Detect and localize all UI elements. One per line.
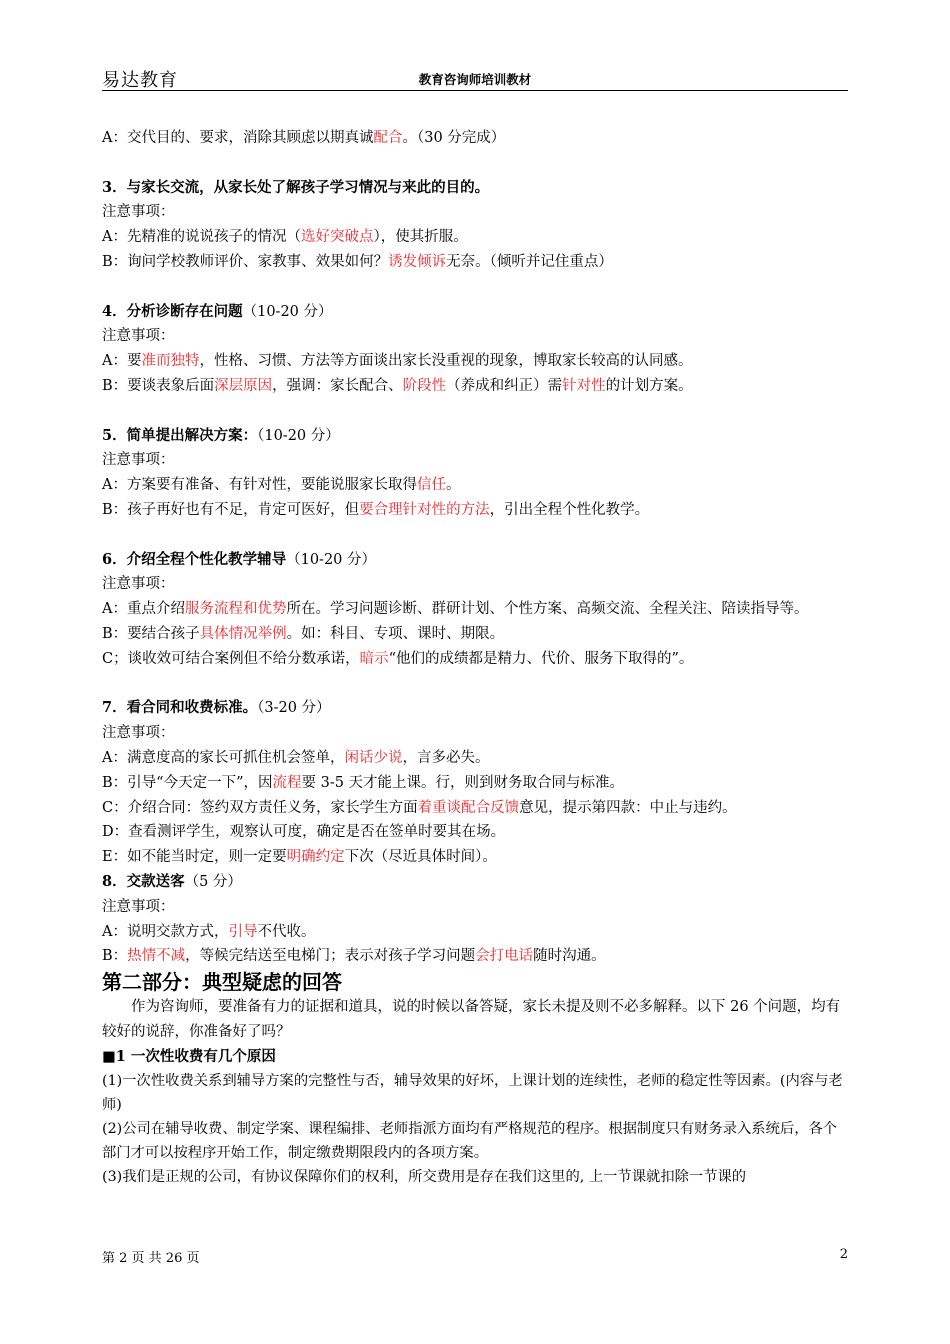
s3-item-a: A：先精准的说说孩子的情况（选好突破点），使其折服。 xyxy=(102,229,468,246)
s8-item-a: A：说明交款方式，引导不代收。 xyxy=(102,923,316,940)
question-1-title: ■1 一次性收费有几个原因 xyxy=(102,1047,276,1065)
question-1-para-3: (3)我们是正规的公司，有协议保障你们的权利，所交费用是存在我们这里的, 上一节课就扣除一节课的 xyxy=(102,1169,747,1186)
s6-item-a: A：重点介绍服务流程和优势所在。学习问题诊断、群研计划、个性方案、高频交流、全程关注、陪读指导等。 xyxy=(102,601,809,618)
section-4-note: 注意事项： xyxy=(102,328,175,345)
section-4-heading: 4．分析诊断存在问题（10-20 分） xyxy=(102,302,333,320)
s7-item-b: B：引导“今天定一下”，因流程要 3-5 天才能上课。行，则到财务取合同与标准。 xyxy=(102,774,625,791)
s5-item-b: B：孩子再好也有不足，肯定可医好，但要合理针对性的方法，引出全程个性化教学。 xyxy=(102,501,650,518)
s2-item-a: A：交代目的、要求，消除其顾虑以期真诚配合。（30 分完成） xyxy=(102,130,506,146)
section-7-note: 注意事项： xyxy=(102,725,175,742)
page-count-label: 第 2 页 共 26 页 xyxy=(102,1251,200,1266)
header-title: 教育咨询师培训教材 xyxy=(418,72,532,87)
section-5-heading: 5．简单提出解决方案：（10-20 分） xyxy=(102,426,340,444)
s5-item-a: A：方案要有准备、有针对性，要能说服家长取得信任。 xyxy=(102,477,461,494)
page-number: 2 xyxy=(839,1247,848,1262)
question-1-para-2: (2)公司在辅导收费、制定学案、课程编排、老师指派方面均有严格规范的程序。根据制度只有财务录入系统后，各个部门才可以按程序开始工作，制定缴费期限段内的各项方案。 xyxy=(102,1121,838,1162)
section-6-note: 注意事项： xyxy=(102,576,175,593)
section-6-heading: 6．介绍全程个性化教学辅导（10-20 分） xyxy=(102,550,377,568)
s7-item-d: D：查看测评学生，观察认可度，确定是否在签单时要其在场。 xyxy=(102,824,506,841)
page-footer xyxy=(102,1247,848,1266)
s6-item-b: B：要结合孩子具体情况举例。如：科目、专项、课时、期限。 xyxy=(102,625,505,642)
s4-item-a: A：要准而独特，性格、习惯、方法等方面谈出家长没重视的现象，博取家长较高的认同感。 xyxy=(102,353,693,370)
s7-item-e: E：如不能当时定，则一定要明确约定下次（尽近具体时间）。 xyxy=(102,849,497,866)
section-8-note: 注意事项： xyxy=(102,898,175,915)
part-2-intro: 作为咨询师，要准备有力的证据和道具，说的时候以备答疑，家长未提及则不必多解释。以下 26 个问题，均有较好的说辞，你准备好了吗？ xyxy=(102,999,841,1040)
document-body xyxy=(102,126,848,1189)
s8-item-b: B：热情不减，等候完结送至电梯门；表示对孩子学习问题会打电话随时沟通。 xyxy=(102,948,606,965)
question-1-para-1: (1)一次性收费关系到辅导方案的完整性与否，辅导效果的好坏，上课计划的连续性，老师的稳定性等因素。(内容与老师) xyxy=(102,1073,843,1114)
s7-item-a: A：满意度高的家长可抓住机会签单，闲话少说，言多必失。 xyxy=(102,749,490,766)
s4-item-b: B：要谈表象后面深层原因，强调：家长配合、阶段性（养成和纠正）需针对性的计划方案。 xyxy=(102,377,693,394)
part-2-title: 第二部分：典型疑虑的回答 xyxy=(102,970,342,995)
section-3-heading: 3．与家长交流，从家长处了解孩子学习情况与来此的目的。 xyxy=(102,178,490,196)
section-8-heading: 8．交款送客（5 分） xyxy=(102,872,242,890)
document-page xyxy=(102,60,848,1320)
s6-item-c: C；谈收效可结合案例但不给分数承诺，暗示“他们的成绩都是精力、代价、服务下取得的”。 xyxy=(102,650,694,667)
brand-name: 易达教育 xyxy=(102,70,178,91)
section-3-note: 注意事项： xyxy=(102,204,175,221)
page-header xyxy=(102,60,848,91)
section-7-heading: 7．看合同和收费标准。（3-20 分） xyxy=(102,699,331,717)
s3-item-b: B：询问学校教师评价、家教事、效果如何？诱发倾诉无奈。（倾听并记住重点） xyxy=(102,253,613,270)
s7-item-c: C：介绍合同：签约双方责任义务，家长学生方面着重谈配合反馈意见，提示第四款：中止与违约。 xyxy=(102,799,737,816)
section-5-note: 注意事项： xyxy=(102,452,175,469)
